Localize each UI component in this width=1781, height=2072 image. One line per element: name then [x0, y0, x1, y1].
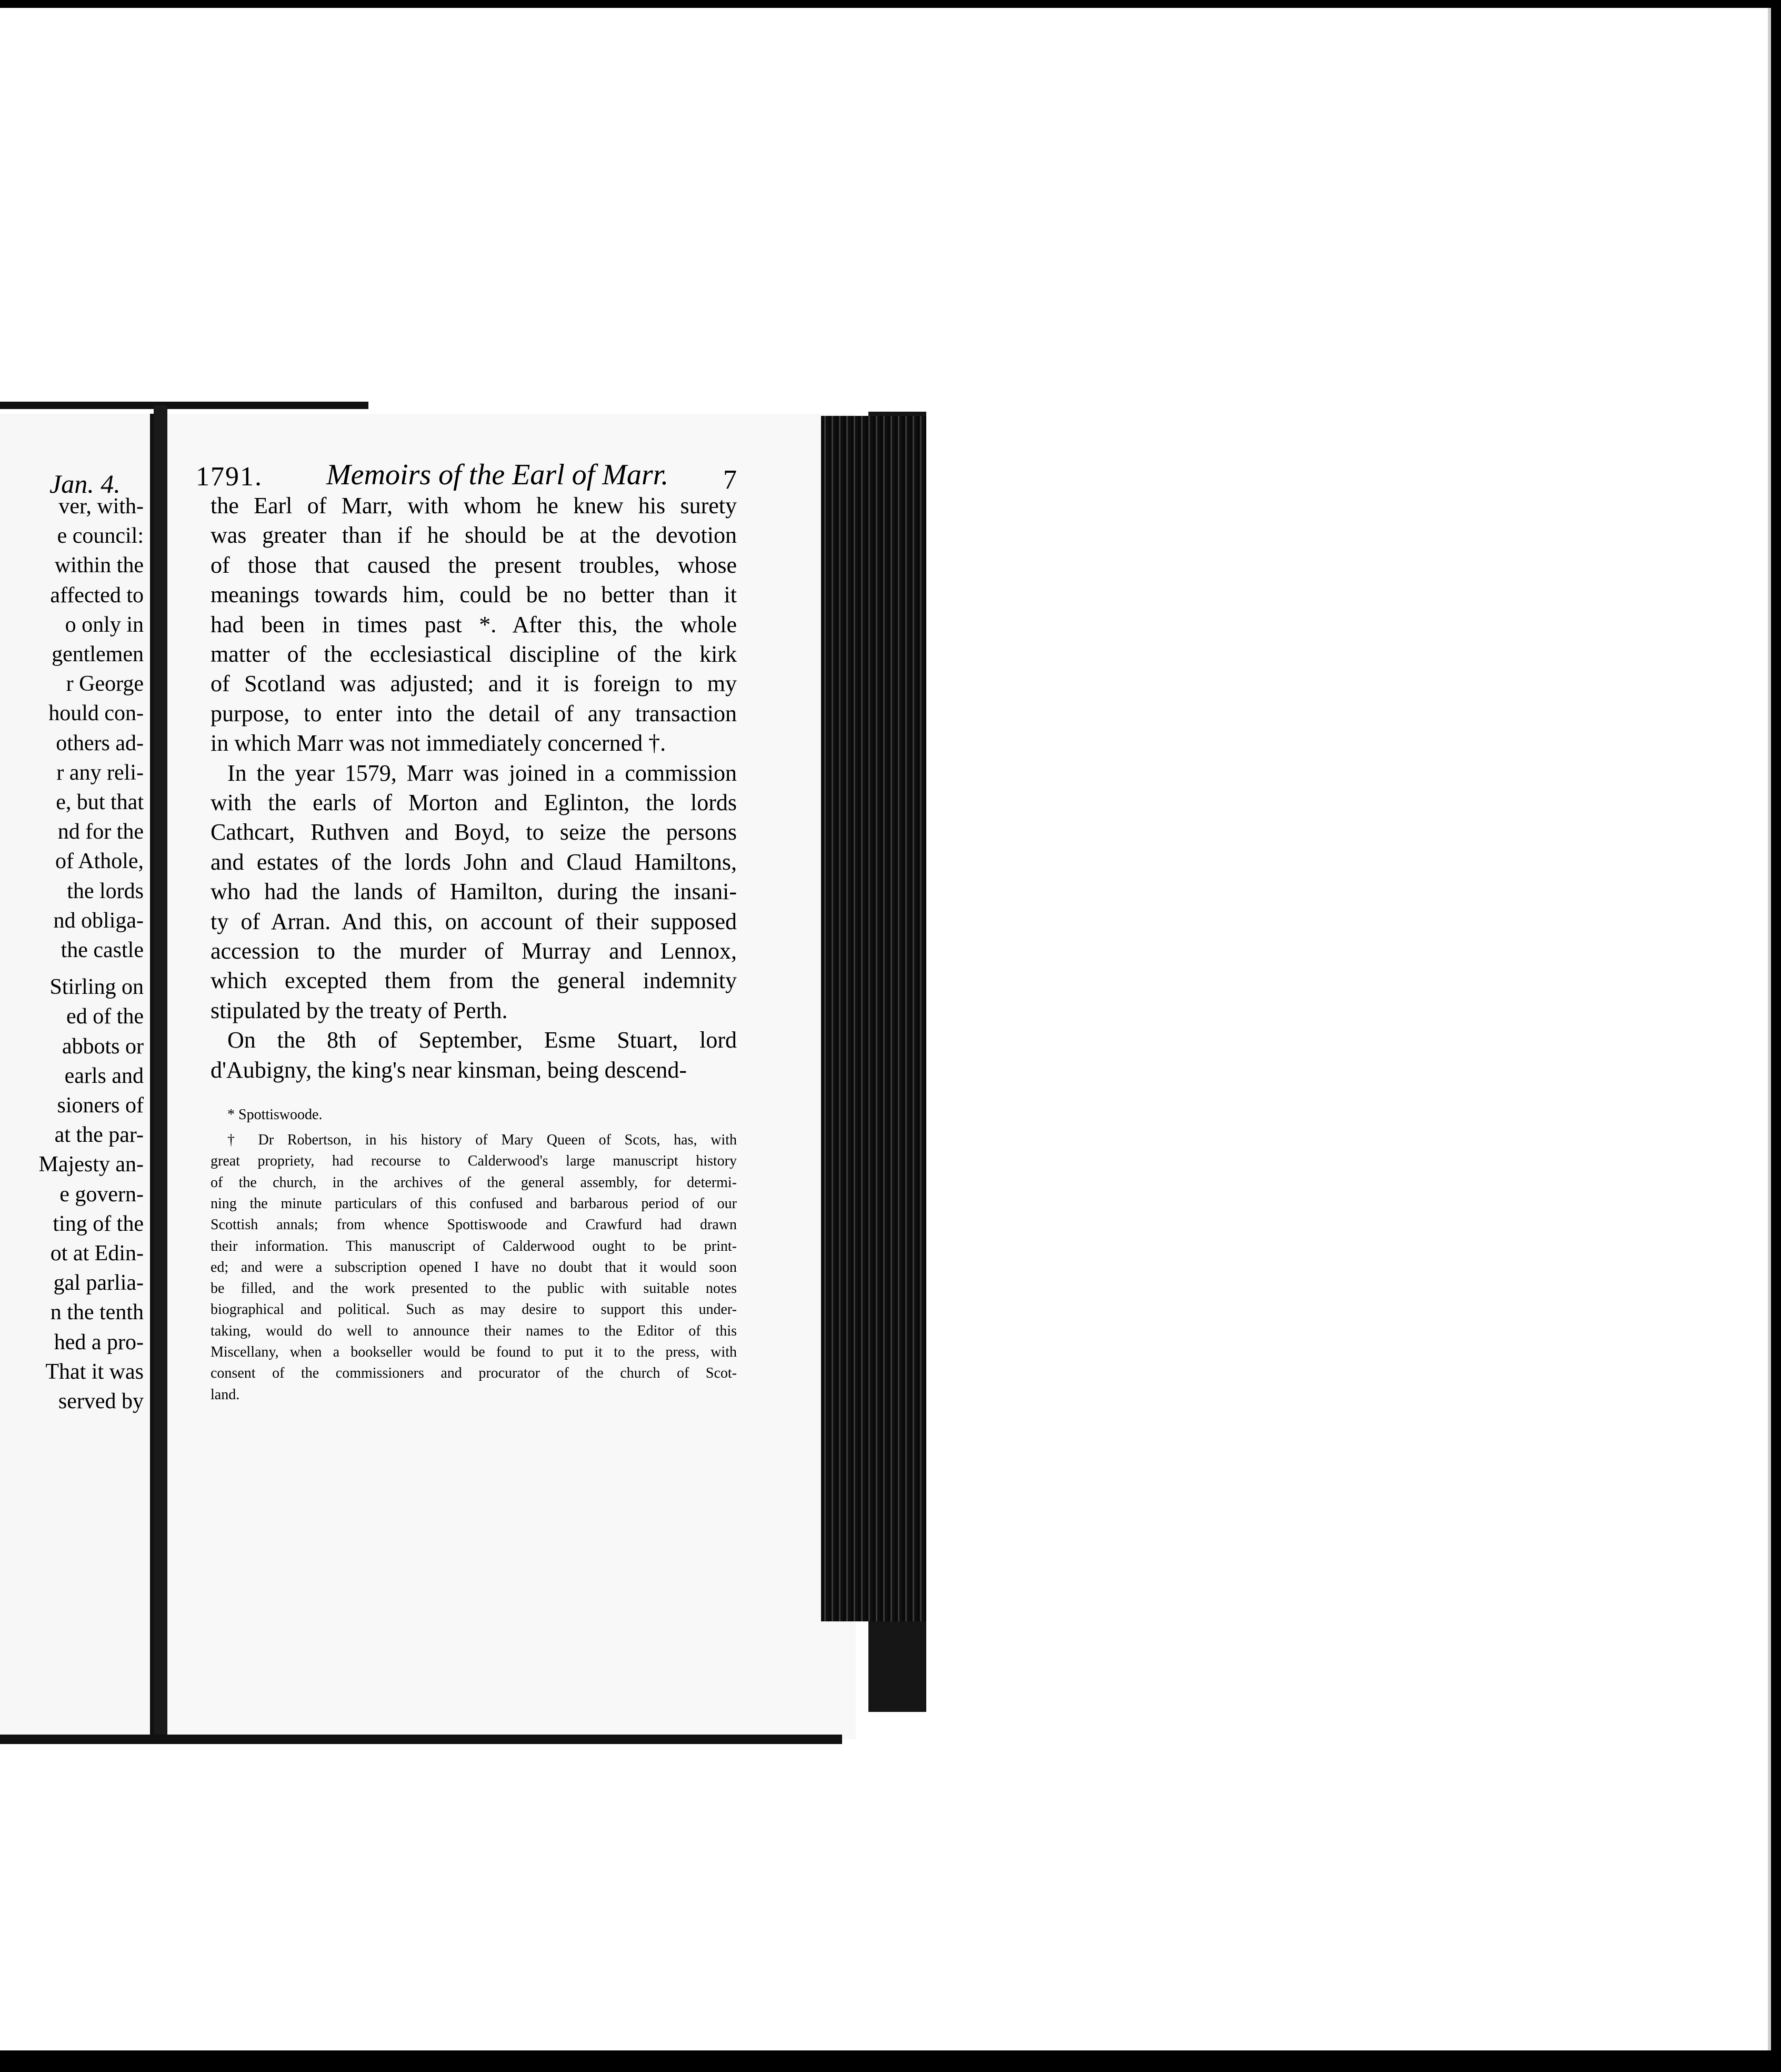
left-text-line: earls and: [64, 1063, 144, 1088]
left-text-line: hould con-: [48, 701, 144, 726]
left-text-line: ot at Edin-: [50, 1241, 144, 1266]
left-text-line: e, but that: [56, 790, 144, 814]
footnote-line: their information. This manuscript of Calderwood ought to be print-: [211, 1238, 737, 1254]
left-text-line: nd for the: [57, 820, 144, 844]
left-text-line: nd obliga-: [53, 908, 144, 933]
left-text-line: gentlemen: [52, 642, 144, 666]
body-text-line: On the 8th of September, Esme Stuart, lord: [227, 1027, 737, 1053]
body-text-line: who had the lands of Hamilton, during the insani-: [211, 879, 737, 905]
body-text-line: in which Marr was not immediately concerned †.: [211, 730, 666, 756]
left-text-line: e govern-: [59, 1182, 144, 1207]
left-text-line: others ad-: [56, 731, 144, 755]
body-text-line: d'Aubigny, the king's near kinsman, being descend-: [211, 1057, 687, 1083]
footnote-line: † Dr Robertson, in his history of Mary Queen of Scots, has, with: [227, 1132, 737, 1148]
left-page: [0, 414, 157, 1739]
body-text-line: with the earls of Morton and Eglinton, the lords: [211, 790, 737, 815]
left-text-line: That it was: [45, 1359, 144, 1384]
left-text-line: affected to: [50, 583, 144, 607]
left-text-line: ting of the: [53, 1211, 144, 1236]
left-text-line: hed a pro-: [54, 1330, 144, 1354]
footnote-line: ning the minute particulars of this confused and barbarous period of our: [211, 1195, 737, 1212]
body-text-line: and estates of the lords John and Claud Hamiltons,: [211, 849, 737, 875]
left-text-line: ed of the: [66, 1004, 144, 1029]
left-text-line: sioners of: [57, 1093, 144, 1118]
footnote-line: Scottish annals; from whence Spottiswoode and Crawfurd had drawn: [211, 1217, 737, 1233]
left-text-line: r George: [66, 672, 144, 696]
footnote-line: Miscellany, when a bookseller would be found to put it to the press, with: [211, 1344, 737, 1360]
left-text-line: r any reli-: [56, 760, 144, 785]
body-text-line: stipulated by the treaty of Perth.: [211, 997, 508, 1023]
left-text-line: of Athole,: [55, 849, 144, 874]
running-head-year: 1791.: [196, 462, 263, 492]
body-text-line: of Scotland was adjusted; and it is foreign to my: [211, 671, 737, 697]
left-text-line: Majesty an-: [38, 1152, 144, 1177]
left-text-line: ver, with-: [58, 494, 144, 519]
body-text-line: meanings towards him, could be no better than it: [211, 582, 737, 608]
left-text-line: Stirling on: [49, 975, 144, 1000]
running-head-title: Memoirs of the Earl of Marr.: [326, 459, 669, 491]
book-binding-top: [0, 402, 368, 409]
body-text-line: In the year 1579, Marr was joined in a commission: [227, 760, 737, 786]
body-text-line: which excepted them from the general indemnity: [211, 968, 737, 994]
body-text-line: was greater than if he should be at the devotion: [211, 522, 737, 549]
left-text-line: the castle: [61, 938, 144, 962]
footnote-line: be filled, and the work presented to the public with suitable notes: [211, 1280, 737, 1297]
footnote-line: ed; and were a subscription opened I have no doubt that it would soon: [211, 1259, 737, 1276]
left-text-line: within the: [54, 553, 144, 578]
left-text-line: e council:: [57, 524, 144, 549]
footnote-line: taking, would do well to announce their names to the Editor of this: [211, 1322, 737, 1339]
footnote-line: land.: [211, 1386, 240, 1403]
footnote-line: great propriety, had recourse to Calderwood's large manuscript history: [211, 1153, 737, 1170]
footnote-line: biographical and political. Such as may desire to support this under-: [211, 1301, 737, 1318]
footnote-line: consent of the commissioners and procurator of the church of Scot-: [211, 1365, 737, 1382]
body-text-line: accession to the murder of Murray and Lennox,: [211, 938, 737, 964]
left-text-line: gal parlia-: [53, 1271, 144, 1296]
body-text-line: matter of the ecclesiastical discipline of the kirk: [211, 641, 737, 667]
body-text-line: the Earl of Marr, with whom he knew his surety: [211, 493, 737, 519]
body-text-line: of those that caused the present troubles, whose: [211, 552, 737, 578]
body-text-line: ty of Arran. And this, on account of their supposed: [211, 908, 737, 934]
body-text-line: had been in times past *. After this, the whole: [211, 611, 737, 637]
left-text-line: n the tenth: [50, 1300, 144, 1325]
page-number: 7: [723, 465, 737, 495]
footnote-line: of the church, in the archives of the general assembly, for determi-: [211, 1174, 737, 1191]
book-binding-bottom: [0, 1735, 842, 1744]
left-text-line: at the par-: [54, 1123, 144, 1148]
footnote-star: * Spottiswoode.: [227, 1107, 323, 1123]
page-edges: [821, 416, 926, 1621]
left-text-line: abbots or: [62, 1034, 144, 1059]
left-page-header: Jan. 4.: [49, 469, 121, 499]
left-text-line: the lords: [67, 879, 144, 903]
book-gutter: [154, 405, 167, 1742]
body-text-line: Cathcart, Ruthven and Boyd, to seize the persons: [211, 819, 737, 845]
left-text-line: o only in: [65, 612, 144, 637]
left-text-line: served by: [58, 1389, 144, 1413]
body-text-line: purpose, to enter into the detail of any transaction: [211, 700, 737, 726]
